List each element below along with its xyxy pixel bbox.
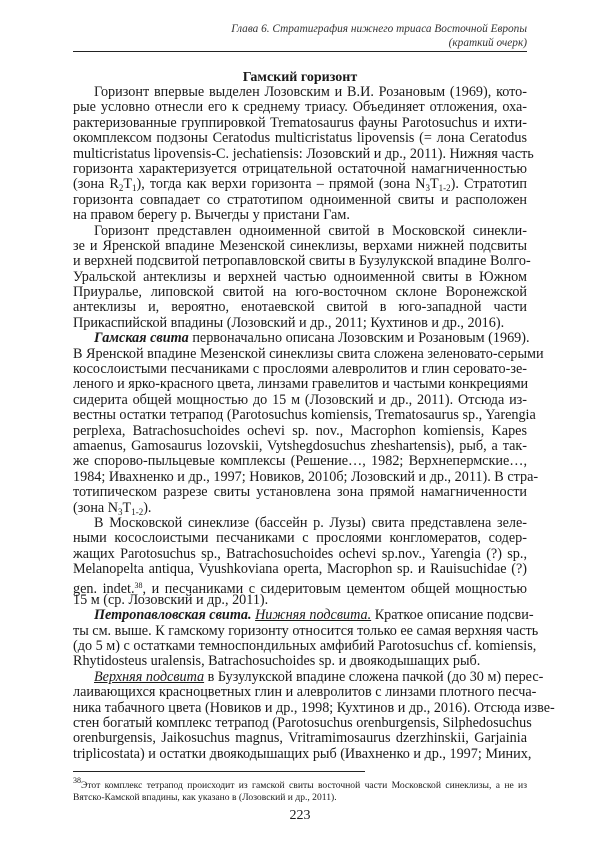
text-run: ты см. выше. К гамскому горизонту относится только ее самая верхняя часть [73,622,539,639]
paragraph [73,607,539,670]
text-run: perplexa, Batrachosuchoides ochevi sp. nov., Macrophon komiensis, Kapes [73,422,527,439]
text-line [73,362,527,377]
text-line [73,224,527,239]
text-line [73,131,527,146]
text-line [73,345,544,362]
footnote-rule [73,771,365,772]
text-run-sup: 38 [134,580,143,590]
text-line [73,668,544,685]
text-run: multicristatus lipovensis-C. jechatiensis: Лозовский и др., 2011). Нижняя часть [73,145,534,162]
text-line [73,239,527,254]
paragraph [73,222,531,332]
text-line [73,745,532,762]
text-line [73,439,527,454]
text-run: ника табачного цвета (Новиков и др., 1998; Кухтинов и др., 2016). Отсюда изве- [73,699,555,716]
text-run: в Бузулукской впадине сложена пачкой (до 30 м) перес- [204,668,544,685]
text-line [73,316,527,331]
paragraph [73,330,544,517]
text-line [73,531,527,546]
text-line [73,622,539,639]
text-line [73,145,534,162]
text-run: Горизонт впервые выделен Лозовским и В.И. Розановым (1969), кото- [94,84,527,100]
text-line [73,208,527,223]
text-run-bi: Гамская свита [94,330,189,347]
text-run: Уральской антеклизы и верхней частью одноименной свиты в Южном [73,268,527,285]
text-run: стен богатый комплекс тетрапод (Parotosuchus orenburgensis, Silphedosuchus [73,715,532,732]
text-run: вестны остатки тетрапод (Parotosuchus komiensis, Trematosaurus sp., Yarengia [73,407,536,424]
text-run: gen. indet. [73,580,135,597]
text-line [73,715,532,732]
text-run: T [122,499,132,516]
text-run: 1984; Ивахненко и др., 1997; Новиков, 2010б; Лозовский и др., 2011). В стра- [73,468,539,485]
text-line [73,699,555,716]
text-run: первоначально описана Лозовским и Розановым (1969). [188,330,530,347]
text-line [73,607,534,624]
text-run: T [123,176,132,193]
text-run: Прикаспийской впадины (Лозовский и др., 2011; Кухтинов и др., 2016). [73,314,505,331]
text-line [73,424,527,439]
running-header-line2: (краткий очерк) [448,37,527,49]
text-line [73,638,537,655]
text-run-sub: 3 [118,506,123,517]
text-line [73,193,527,208]
text-line [73,501,527,516]
text-line [73,485,527,500]
text-run: рые условно отнесли его к среднему триасу. Объединяет отложения, оха- [73,99,527,116]
text-run: В Яренской впадине Мезенской синеклизы свита сложена зеленовато-серыми [73,345,544,362]
running-header [231,22,527,50]
text-run: 15 м (ср. Лозовский и др., 2011). [73,591,269,608]
text-run-bi: Петропавловская свита. [94,607,252,624]
footnote-line2: Вятско-Камской впадины, как указано в (Лозовский и др., 2011). [73,792,337,803]
text-line [73,684,537,701]
text-line [73,407,536,424]
text-run: (до 5 м) с остатками темноспондильных амфибий Parotosuchus cf. komiensis, [73,638,537,655]
text-run: зе и Яренской впадине Мезенской синеклизы, верхами нижней подсвиты [73,237,527,254]
text-line [73,300,527,315]
text-run: леного и ярко-красного цвета, линзами гравелитов и частыми конкрециями [73,376,529,393]
text-line [73,330,530,347]
text-run-sub: 1 [131,183,137,194]
text-run-sub: 1-2 [131,506,144,517]
text-line [73,547,527,562]
text-run: на правом берегу р. Вычегды у пристани Гам. [73,207,350,224]
text-run-u: Верхняя подсвита [94,668,205,685]
text-line [73,731,527,746]
text-run-sub: 1-2 [438,183,451,194]
body-text [73,84,555,762]
text-line [73,285,527,300]
text-run-sub: 3 [425,183,430,194]
header-rule [73,51,527,52]
text-run: горизонта совпадает со стратотипом одноименной свиты и расположен [73,191,527,208]
text-run: же спорово-пыльцевые комплексы (Решение…, 1982; Верхнепермские…, [73,453,527,470]
text-run: окомплексом подзоны Ceratodus multicristatus lipovensis (= лона Ceratodus [73,130,527,147]
paragraph [73,668,555,762]
text-line [73,162,527,177]
text-line [73,116,527,131]
paragraph [73,516,527,608]
text-run-u: Нижняя подсвита. [255,607,372,624]
paragraph [73,84,534,224]
text-line [73,578,527,597]
text-run: ными косослоистыми песчаниками с прослоями конгломератов, содер- [73,530,527,547]
running-header-line1: Глава 6. Стратиграфия нижнего триаса Восточной Европы [231,23,527,35]
text-line [73,85,527,100]
text-run: triplicostata) и остатки двоякодышащих рыб (Ивахненко и др., 1997; Миних, [73,745,532,762]
text-run: (зона N [73,499,119,516]
text-line [73,270,527,285]
text-run: тотипическом разрезе свиты установлена зона прямой намагниченности [73,484,527,501]
text-line [73,100,527,115]
text-run: , и песчаниками с сидеритовым цементом общей мощностью [142,580,527,597]
footnote-line1: Этот комплекс тетрапод происходит из гамской свиты восточной части Московской синеклизы, а не из [81,780,527,791]
page-number: 223 [289,808,311,823]
text-run: Краткое описание подсви- [371,607,534,624]
text-line [73,654,527,669]
text-run: ), тогда как верхи горизонта – прямой (зона N [136,176,426,193]
text-run: жащих Parotosuchus sp., Batrachosuchoides ochevi sp.nov., Yarengia (?) sp., [73,545,527,562]
text-run: рактеризованные группировкой Trematosaurus фауны Parotosuchus и ихти- [73,114,527,131]
text-run: (зона R [73,176,119,193]
text-run: лаивающихся красноцветных глин и алевролитов с линзами плотного песча- [73,684,537,701]
text-line [73,377,527,392]
footnote-mark: 38 [73,776,81,785]
text-run: и верхней подсвитой петропавловской свиты в Бузулукской впадине Волго- [73,253,531,270]
text-run: Melanopelta antiqua, Vyushkoviana operta, Macrophon sp. и Rauisuchidae (?) [73,561,527,578]
footnote [73,775,527,804]
text-line [73,562,527,577]
section-title: Гамский горизонт [242,70,358,85]
text-run: В Московской синеклизе (бассейн р. Лузы) свита представлена зеле- [94,514,527,531]
text-run: amaenus, Gamosaurus lozovskii, Vytshegdosuchus zheshartensis), рыб, а так- [73,437,527,454]
text-line [73,516,527,531]
text-run: T [429,176,439,193]
text-run: антеклизы и, вероятно, енотаевской свитой в юго-западной части [73,299,527,316]
text-run: Горизонт представлен одноименной свитой в Московской синекли- [94,222,527,239]
text-run: горизонта характеризуется отрицательной остаточной намагниченностью [73,160,527,177]
text-line [73,393,527,408]
text-run: Приуралье, липовской свитой на юго-восточном склоне Воронежской [73,284,527,301]
text-line [73,253,531,270]
text-run-sub: 2 [118,183,124,194]
text-run: ). Стратотип [450,176,528,193]
text-run: Rhytidosteus uralensis, Batrachosuchoides sp. и двоякодышащих рыб. [73,653,481,670]
text-line [73,177,527,192]
text-run: косослоистыми песчаниками с прослоями алевролитов и глин серовато-зе- [73,361,527,378]
text-run: ). [143,499,152,516]
text-run: orenburgensis, Jaikosuchus magnus, Vritramimosaurus dzerzhinskii, Garjainia [73,730,527,747]
text-line [73,454,527,469]
text-run: сидерита общей мощностью до 15 м (Лозовский и др., 2011). Отсюда из- [73,391,527,408]
text-line [73,468,539,485]
